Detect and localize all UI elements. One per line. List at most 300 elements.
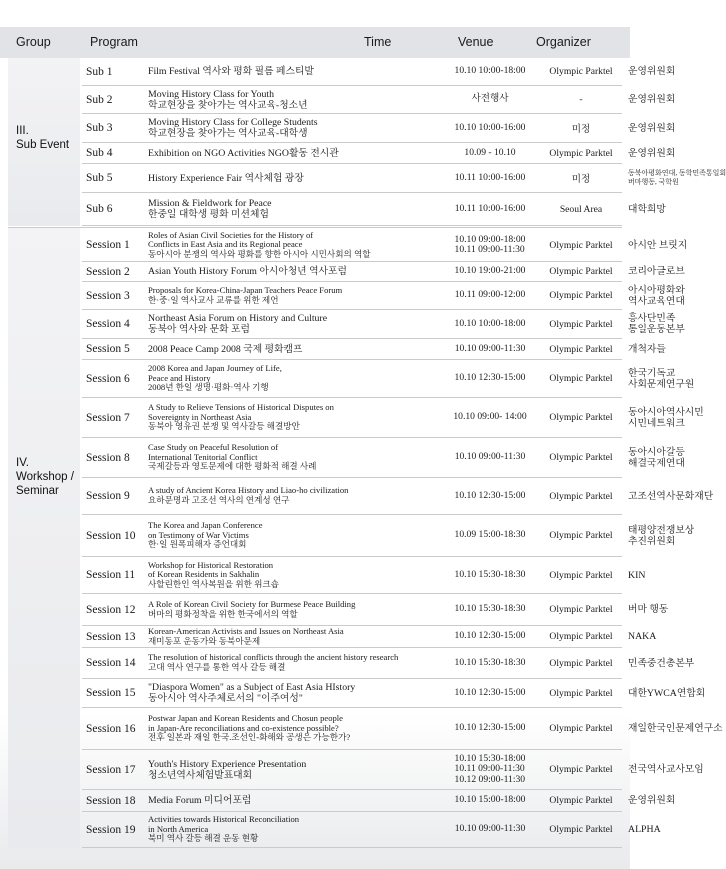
row-time — [444, 648, 536, 678]
row-venue: Olympic Parktel — [549, 490, 613, 502]
time-line: 10.09 15:00-18:30 — [454, 529, 526, 541]
program-lines — [148, 286, 342, 305]
program-line: Exhibition on NGO Activities NGO활동 전시관 — [148, 147, 339, 159]
time-lines — [455, 266, 526, 277]
time-line: 10.10 10:00-18:00 — [454, 65, 526, 77]
program-lines — [148, 117, 318, 139]
time-lines — [455, 631, 526, 642]
program-line: on Testimony of War Victims — [148, 529, 249, 540]
row-id: Session 1 — [86, 239, 130, 251]
program-lines — [148, 364, 282, 393]
time-line: 10.11 09:00-11:30 — [454, 763, 525, 775]
organizer-lines — [628, 368, 694, 390]
row-id: Sub 5 — [86, 172, 113, 184]
program-lines — [148, 198, 272, 220]
table-row — [82, 58, 676, 86]
organizer-lines — [628, 491, 713, 502]
program-line: Moving History Class for College Students — [148, 117, 318, 128]
row-id: Session 18 — [86, 794, 136, 807]
time-line: 10.10 09:00- 14:00 — [453, 411, 527, 423]
time-lines — [455, 658, 526, 669]
row-venue: Olympic Parktel — [549, 266, 613, 277]
time-lines — [455, 754, 526, 786]
table-row — [82, 262, 685, 282]
program-line: A Role of Korean Civil Society for Burmese Peace Building — [148, 598, 356, 609]
row-time — [444, 229, 536, 261]
row-program — [148, 229, 440, 261]
row-id: Session 3 — [86, 289, 130, 302]
program-line: Media Forum 미디어포럼 — [148, 795, 252, 806]
time-lines — [455, 235, 526, 256]
program-line: 한·일 원폭피해자 증언대회 — [148, 539, 247, 550]
table-row — [82, 310, 685, 339]
row-program — [148, 679, 440, 707]
group-label-line: Sub Event — [16, 139, 70, 151]
row-venue: Olympic Parktel — [549, 66, 613, 77]
row-organizer — [552, 812, 661, 847]
row-time — [444, 478, 536, 514]
row-time — [444, 143, 536, 163]
table-row — [82, 229, 688, 262]
program-lines — [148, 714, 350, 743]
row-venue: - — [579, 94, 583, 105]
row-program — [148, 143, 440, 163]
row-id: Session 10 — [86, 529, 136, 542]
program-line: 북미 역사 갈등 해결 운동 현황 — [148, 833, 259, 844]
program-line: Sovereignty in Northeast Asia — [148, 411, 252, 422]
program-line: A study of Ancient Korea History and Liao-ho civilization — [148, 485, 349, 496]
row-organizer — [552, 339, 666, 359]
row-time — [444, 594, 536, 625]
program-lines — [148, 403, 334, 432]
row-venue: Olympic Parktel — [549, 687, 613, 699]
row-organizer — [552, 164, 726, 192]
time-line: 10.10 09:00-18:00 — [454, 233, 526, 245]
program-line: 국제갈등과 영토문제에 대한 평화적 해결 사례 — [148, 461, 317, 472]
organizer-lines — [628, 204, 666, 215]
time-line: 10.10 15:30-18:00 — [454, 752, 526, 764]
organizer-line: 아시안 브릿지 — [628, 239, 688, 251]
row-program — [148, 648, 440, 678]
row-time — [444, 58, 536, 85]
time-line: 10.10 15:30-18:30 — [454, 568, 526, 580]
row-time — [444, 557, 536, 593]
row-id: Session 5 — [86, 343, 130, 355]
row-organizer — [552, 626, 657, 647]
organizer-line: KIN — [628, 569, 646, 581]
organizer-line: 개척자들 — [628, 343, 666, 355]
organizer-line: 코리아글로브 — [628, 266, 685, 277]
organizer-line: 대한YWCA연합회 — [628, 687, 706, 699]
organizer-line: 버마 행동 — [628, 604, 669, 615]
organizer-line: ALPHA — [628, 824, 661, 835]
program-line: 사할린한인 역사복원을 위한 위크숍 — [148, 578, 279, 589]
program-lines — [148, 682, 355, 704]
organizer-line: 버마행동, 국학원 — [628, 178, 679, 186]
time-lines — [455, 319, 526, 330]
table-row — [82, 193, 666, 226]
program-lines — [148, 627, 344, 646]
organizer-lines — [628, 631, 656, 642]
program-line: Youth's History Experience Presentation — [148, 758, 307, 770]
row-program — [148, 812, 440, 847]
organizer-lines — [628, 123, 675, 134]
row-time — [444, 750, 536, 789]
time-line: 10.11 10:00-16:00 — [454, 202, 526, 214]
time-lines — [455, 530, 526, 541]
program-line: Moving History Class for Youth — [148, 88, 275, 100]
program-lines — [148, 231, 371, 260]
program-line: 버마의 평화정착을 위한 한국에서의 역할 — [148, 608, 298, 619]
group-label-workshop — [16, 456, 74, 498]
row-venue: Olympic Parktel — [549, 657, 613, 669]
program-line: Postwar Japan and Korean Residents and Chosun people — [148, 713, 343, 724]
program-line: 전후 일본과 재일 한국.조선인-화해와 공생은 가능한가? — [148, 732, 351, 743]
organizer-lines — [628, 94, 675, 105]
row-time — [444, 679, 536, 707]
time-line: 10.10 10:00-16:00 — [454, 121, 526, 133]
time-lines — [455, 688, 526, 699]
program-line: Activities towards Historical Reconciliation — [148, 814, 300, 825]
row-venue: Olympic Parktel — [549, 373, 613, 384]
time-line: 10.10 19:00-21:00 — [454, 265, 526, 277]
row-program — [148, 478, 440, 514]
row-venue: Olympic Parktel — [549, 343, 613, 355]
header-group: Group — [16, 35, 51, 49]
program-line: 한중일 대학생 평화 미션체험 — [148, 209, 269, 220]
program-line: 한·중·일 역사교사 교류를 위한 제언 — [148, 294, 279, 305]
row-venue: Olympic Parktel — [549, 569, 613, 581]
row-id: Session 2 — [86, 265, 130, 278]
organizer-line: 운영위원회 — [628, 795, 676, 806]
time-line: 10.10 09:00-11:30 — [454, 342, 526, 354]
program-line: The resolution of historical conflicts through the ancient history research — [148, 652, 399, 663]
row-venue: Olympic Parktel — [549, 290, 613, 301]
program-lines — [148, 266, 347, 277]
organizer-line: 운영위원회 — [628, 122, 676, 134]
time-lines — [455, 604, 526, 615]
row-organizer — [552, 438, 685, 477]
program-line: Peace and History — [148, 372, 211, 383]
organizer-line: 대학희망 — [628, 203, 666, 215]
organizer-line: 고조선역사문화재단 — [628, 490, 714, 502]
time-line: 10.11 09:00-12:00 — [454, 289, 526, 301]
program-line: 2008 Peace Camp 2008 국제 평화캠프 — [148, 343, 303, 355]
row-time — [444, 398, 536, 437]
row-organizer — [552, 790, 676, 811]
row-organizer — [552, 114, 676, 142]
row-organizer — [552, 229, 688, 261]
time-line: 10.10 15:00-18:00 — [454, 794, 526, 806]
row-venue: Olympic Parktel — [549, 631, 613, 642]
group-label-line: III. — [16, 125, 29, 137]
row-time — [444, 114, 536, 142]
time-lines — [455, 795, 526, 806]
row-program — [148, 114, 440, 142]
organizer-line: 동아시아갈등 — [628, 446, 685, 458]
group-divider — [8, 227, 622, 228]
row-organizer — [552, 679, 706, 707]
row-venue: Olympic Parktel — [549, 412, 613, 423]
program-lines — [148, 759, 306, 781]
time-lines — [455, 173, 526, 184]
table-row — [82, 708, 723, 750]
row-venue: Olympic Parktel — [549, 318, 613, 330]
row-id: Session 16 — [86, 722, 136, 735]
organizer-lines — [628, 764, 704, 775]
organizer-line: 해결국제연대 — [628, 457, 685, 469]
organizer-line: 시민네트워크 — [628, 417, 685, 429]
row-id: Session 14 — [86, 657, 136, 669]
row-time — [444, 708, 536, 749]
row-program — [148, 86, 440, 113]
row-time — [444, 193, 536, 225]
organizer-lines — [628, 169, 726, 187]
table-row — [82, 648, 695, 679]
row-program — [148, 193, 440, 225]
row-organizer — [552, 478, 714, 514]
organizer-line: 운영위원회 — [628, 66, 676, 77]
row-program — [148, 360, 440, 397]
organizer-lines — [628, 604, 668, 615]
organizer-line: 재일한국인문제연구소 — [628, 723, 723, 734]
time-lines — [455, 452, 526, 463]
row-time — [444, 262, 536, 281]
program-lines — [148, 600, 355, 619]
program-line: 2008 Korea and Japan Journey of Life, — [148, 363, 282, 374]
row-venue: Olympic Parktel — [549, 824, 613, 835]
organizer-line: 한국기독교 — [628, 367, 676, 379]
row-program — [148, 557, 440, 593]
header-organizer: Organizer — [536, 35, 591, 49]
program-line: Proposals for Korea-China-Japan Teachers Peace Forum — [148, 284, 343, 295]
row-id: Sub 6 — [86, 203, 113, 215]
row-venue: Olympic Parktel — [549, 147, 613, 159]
organizer-line: 사회문제연구원 — [628, 378, 695, 390]
row-time — [444, 790, 536, 811]
row-venue: Olympic Parktel — [549, 795, 613, 806]
time-line: 10.11 09:00-11:30 — [454, 244, 525, 255]
program-line: in North America — [148, 823, 209, 834]
time-line: 10.10 12:30-15:00 — [454, 722, 526, 734]
program-lines — [148, 148, 339, 159]
table-row — [82, 790, 676, 812]
row-program — [148, 438, 440, 477]
program-line: Roles of Asian Civil Societies for the History of — [148, 229, 314, 240]
organizer-lines — [628, 285, 685, 307]
row-time — [444, 438, 536, 477]
program-line: in Japan-Are reconciliations and co-existence possible? — [148, 722, 339, 733]
time-line: 10.10 10:00-18:00 — [454, 317, 526, 329]
row-organizer — [552, 398, 704, 437]
organizer-lines — [628, 723, 723, 734]
row-program — [148, 750, 440, 789]
row-venue: 미정 — [571, 124, 591, 135]
row-organizer — [552, 515, 695, 556]
program-lines — [148, 443, 316, 472]
time-line: 10.10 12:30-15:00 — [454, 372, 526, 384]
time-lines — [464, 148, 515, 159]
table-row — [82, 625, 657, 648]
time-lines — [455, 66, 526, 77]
row-time — [444, 86, 536, 113]
table-row — [82, 398, 704, 438]
table-row — [82, 282, 685, 310]
table-row — [82, 679, 706, 708]
table-row — [82, 750, 704, 790]
table-row — [82, 594, 669, 626]
program-lines — [148, 815, 299, 844]
row-id: Session 13 — [86, 630, 136, 643]
organizer-line: 운영위원회 — [628, 147, 676, 159]
organizer-lines — [628, 795, 675, 806]
time-lines — [455, 723, 526, 734]
organizer-lines — [628, 824, 661, 835]
group-workshop-band — [8, 228, 80, 848]
program-line: 학교현장을 찾아가는 역사교육-대학생 — [148, 128, 308, 139]
row-organizer — [552, 193, 666, 225]
program-lines — [148, 795, 251, 806]
header-program: Program — [90, 35, 138, 49]
row-organizer — [552, 708, 723, 749]
program-line: Case Study on Peaceful Resolution of — [148, 442, 279, 453]
organizer-lines — [628, 344, 666, 355]
program-line: 동아시아 역사주체로서의 "이주여성" — [148, 693, 303, 704]
program-line: Korean-American Activists and Issues on Northeast Asia — [148, 625, 344, 636]
program-line: 요하문명과 고조선 역사의 연계성 연구 — [148, 495, 290, 505]
row-organizer — [552, 310, 685, 338]
program-line: 2008년 한일 생명·평화·역사 기행 — [148, 382, 269, 393]
row-program — [148, 310, 440, 338]
program-line: Film Festival 역사와 평화 필름 페스티발 — [148, 66, 314, 77]
time-lines — [455, 373, 526, 384]
organizer-lines — [628, 658, 694, 669]
row-id: Sub 4 — [86, 147, 113, 159]
organizer-lines — [628, 313, 685, 335]
organizer-line: NAKA — [628, 631, 657, 642]
time-lines — [455, 824, 526, 835]
organizer-line: 역사교육연대 — [628, 295, 685, 307]
organizer-line: 동북아평화연대, 동학민족통일회 — [628, 169, 726, 177]
time-line: 사전행사 — [471, 93, 509, 105]
row-program — [148, 262, 440, 281]
time-lines — [471, 94, 508, 105]
program-line: Workshop for Historical Restoration — [148, 559, 274, 570]
program-line: 재미동포 운동가와 동북아문제 — [148, 635, 261, 646]
organizer-lines — [628, 525, 694, 547]
organizer-line: 통일운동본부 — [628, 324, 685, 335]
program-line: History Experience Fair 역사체험 광장 — [148, 172, 304, 184]
program-lines — [148, 561, 279, 590]
program-line: "Diaspora Women" as a Subject of East Asia HIstory — [148, 682, 356, 693]
time-lines — [455, 123, 526, 134]
program-lines — [148, 66, 314, 77]
program-line: 고대 역사 연구를 통한 역사 갈등 해결 — [148, 662, 286, 672]
row-id: Session 7 — [86, 411, 130, 424]
organizer-lines — [628, 570, 645, 581]
organizer-lines — [628, 240, 687, 251]
group-label-line: IV. — [16, 457, 30, 469]
time-line: 10.10 12:30-15:00 — [454, 489, 526, 501]
table-header — [0, 27, 630, 58]
organizer-line: 전국역사교사모임 — [628, 764, 704, 775]
organizer-line: 흥사단민족 — [628, 313, 676, 324]
organizer-lines — [628, 66, 675, 77]
row-id: Session 4 — [86, 318, 130, 330]
row-venue: Olympic Parktel — [549, 723, 613, 734]
program-line: of Korean Residents in Sakhalin — [148, 569, 260, 580]
row-organizer — [552, 86, 676, 113]
row-id: Session 12 — [86, 603, 136, 616]
time-line: 10.10 15:30-18:30 — [454, 656, 526, 668]
row-organizer — [552, 648, 695, 678]
table-row — [82, 438, 685, 478]
time-line: 10.10 09:00-11:30 — [454, 823, 526, 835]
row-id: Session 6 — [86, 372, 130, 385]
row-id: Sub 3 — [86, 122, 113, 134]
row-program — [148, 708, 440, 749]
time-line: 10.10 12:30-15:00 — [454, 630, 526, 642]
table-row — [82, 478, 714, 515]
row-program — [148, 790, 440, 811]
row-id: Session 9 — [86, 490, 130, 502]
table-row — [82, 360, 695, 398]
organizer-lines — [628, 688, 705, 699]
program-lines — [148, 173, 304, 184]
row-program — [148, 164, 440, 192]
table-row — [82, 164, 726, 193]
row-time — [444, 310, 536, 338]
program-line: 학교현장을 찾아가는 역사교육-청소년 — [148, 99, 308, 111]
program-line: Conflicts in East Asia and its Regional peace — [148, 239, 303, 250]
time-line: 10.12 09:00-11:30 — [454, 773, 526, 785]
time-lines — [455, 290, 526, 301]
row-program — [148, 594, 440, 625]
program-line: 동북아 역사와 문화 포럼 — [148, 324, 250, 335]
program-line: The Korea and Japan Conference — [148, 520, 263, 531]
row-venue: 미정 — [571, 174, 591, 185]
table-row — [82, 515, 695, 557]
row-program — [148, 282, 440, 309]
row-organizer — [552, 262, 685, 281]
program-lines — [148, 89, 308, 111]
row-time — [444, 515, 536, 556]
row-id: Sub 2 — [86, 93, 113, 106]
program-line: 동아시아 분쟁의 역사와 평화를 향한 아시아 시민사회의 역할 — [148, 248, 371, 259]
organizer-lines — [628, 407, 704, 429]
row-organizer — [552, 557, 646, 593]
group-label-sub-event — [16, 124, 69, 152]
organizer-line: 민족중건총본부 — [628, 657, 695, 669]
time-line: 10.11 10:00-16:00 — [454, 171, 526, 183]
time-line: 10.10 12:30-15:00 — [454, 686, 526, 698]
organizer-line: 동아시아역사시민 — [628, 406, 704, 418]
row-venue: Olympic Parktel — [549, 452, 613, 463]
program-lines — [148, 344, 302, 355]
row-id: Session 8 — [86, 451, 130, 464]
program-lines — [148, 313, 327, 335]
row-organizer — [552, 594, 669, 625]
table-row — [82, 86, 676, 114]
row-organizer — [552, 143, 676, 163]
time-line: 10.10 09:00-11:30 — [454, 451, 526, 463]
row-time — [444, 626, 536, 647]
organizer-line: 운영위원회 — [628, 94, 676, 105]
program-line: Asian Youth History Forum 아시아청년 역사포럼 — [148, 266, 347, 277]
table-row — [82, 339, 666, 360]
row-venue: Olympic Parktel — [549, 530, 613, 541]
program-line: 청소년역사체험발표대회 — [148, 769, 253, 781]
